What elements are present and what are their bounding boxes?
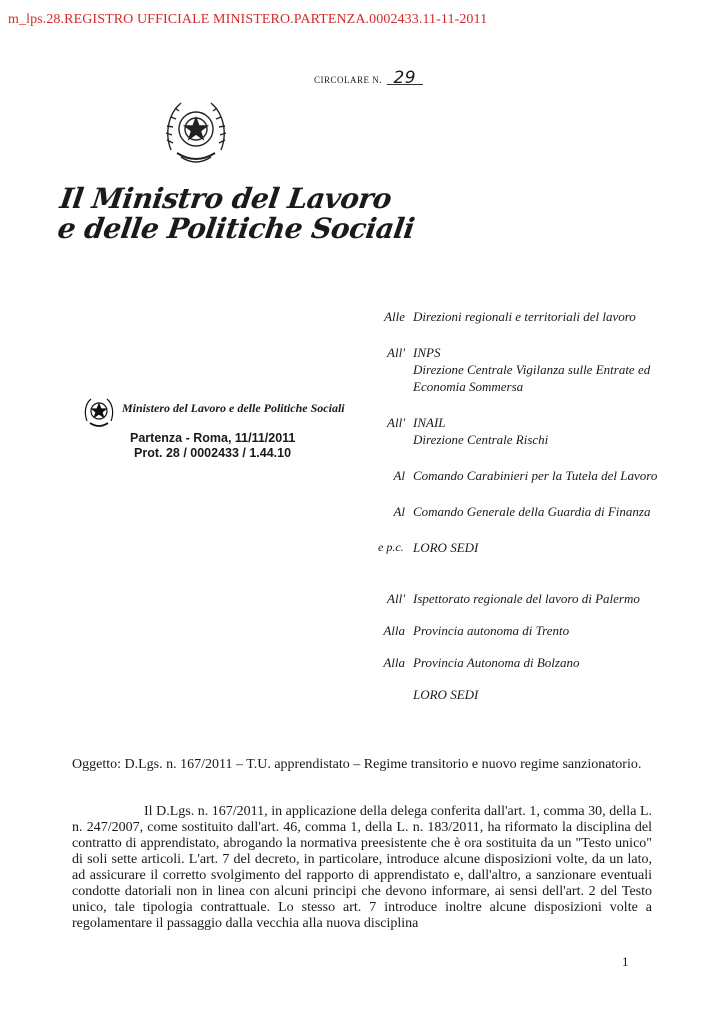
ministry-title-line-2: e delle Politiche Sociali [55, 212, 417, 245]
italian-republic-emblem-icon [161, 95, 231, 170]
ministry-title-line-1: Il Ministro del Lavoro [57, 182, 394, 215]
recipient-prefix: All' [387, 591, 405, 606]
recipient-line: Direzione Centrale Rischi [413, 432, 549, 447]
recipient-item [355, 503, 695, 520]
recipient-line: Comando Carabinieri per la Tutela del Lavoro [413, 468, 658, 483]
registry-header-stamp: m_lps.28.REGISTRO UFFICIALE MINISTERO.PARTENZA.0002433.11-11-2011 [8, 12, 488, 27]
cc-recipient-item [355, 686, 695, 703]
recipient-line: Provincia Autonoma di Bolzano [413, 655, 580, 670]
recipient-line: Comando Generale della Guardia di Finanza [413, 504, 651, 519]
ministry-title [54, 184, 421, 244]
cc-recipients-list [355, 590, 695, 703]
recipient-line: LORO SEDI [413, 687, 479, 702]
recipient-item [355, 467, 695, 484]
recipient-item [355, 539, 695, 556]
recipient-line: LORO SEDI [413, 540, 479, 555]
recipient-prefix: Alla [383, 623, 405, 638]
circolare-label: CIRCOLARE N. [314, 75, 383, 85]
recipient-line: INAIL [413, 415, 446, 430]
recipient-line: Economia Sommersa [413, 379, 524, 394]
body-paragraph: Il D.Lgs. n. 167/2011, in applicazione della delega conferita dall'art. 1, comma 30, della L. n. 247/2007, come sostituito dall'art. 46, comma 1, della L. n. 183/2011, ha riformato la disciplina del contratto di apprendistato, abrogando la normativa preesistente che è ora sostituita da un "Testo unico" di soli sette articoli. L'art. 7 del decreto, in particolare, introduce alcune disposizioni volte, da un lato, ad assicurare il corretto svolgimento del rapporto di apprendistato e, dall'altro, a sanzionare eventuali condotte datoriali non in linea con alcuni principi che devono informare, ai sensi dell'art. 2 del Testo unico, tale tipologia contrattuale. Lo stesso art. 7 introduce inoltre alcune disposizioni volte a regolamentare il passaggio dalla vecchia alla nuova disciplina [72, 804, 652, 931]
cc-recipient-item [355, 590, 695, 607]
recipient-line: INPS [413, 345, 441, 360]
recipient-line: Direzioni regionali e territoriali del lavoro [413, 309, 636, 324]
stamp-emblem-icon [82, 395, 116, 429]
recipient-line: Provincia autonoma di Trento [413, 623, 570, 638]
recipient-item [355, 414, 695, 448]
cc-label: e p.c. [378, 540, 404, 554]
recipient-line: Ispettorato regionale del lavoro di Palermo [413, 591, 640, 606]
recipients-list [355, 308, 695, 556]
recipient-prefix: Alla [383, 655, 405, 670]
recipient-prefix: Alle [384, 309, 405, 324]
cc-recipient-item [355, 654, 695, 671]
page-number: 1 [622, 954, 629, 969]
recipient-prefix: Al [393, 468, 405, 483]
stamp-departure: Partenza - Roma, 11/11/2011 [130, 431, 296, 445]
circolare-number: 29 [387, 72, 423, 85]
circolare-number-field [314, 68, 423, 88]
recipient-line: Direzione Centrale Vigilanza sulle Entrate ed [413, 362, 651, 377]
recipient-item [355, 308, 695, 325]
recipient-prefix: Al [393, 504, 405, 519]
cc-recipient-item [355, 622, 695, 639]
recipient-prefix [355, 686, 413, 703]
subject-line: Oggetto: D.Lgs. n. 167/2011 – T.U. apprendistato – Regime transitorio e nuovo regime sanzionatorio. [72, 757, 642, 772]
stamp-protocol-number: Prot. 28 / 0002433 / 1.44.10 [134, 446, 292, 460]
recipient-prefix: All' [387, 345, 405, 360]
stamp-ministry-name: Ministero del Lavoro e delle Politiche Sociali [122, 401, 345, 415]
recipient-item [355, 344, 695, 395]
recipient-prefix: All' [387, 415, 405, 430]
